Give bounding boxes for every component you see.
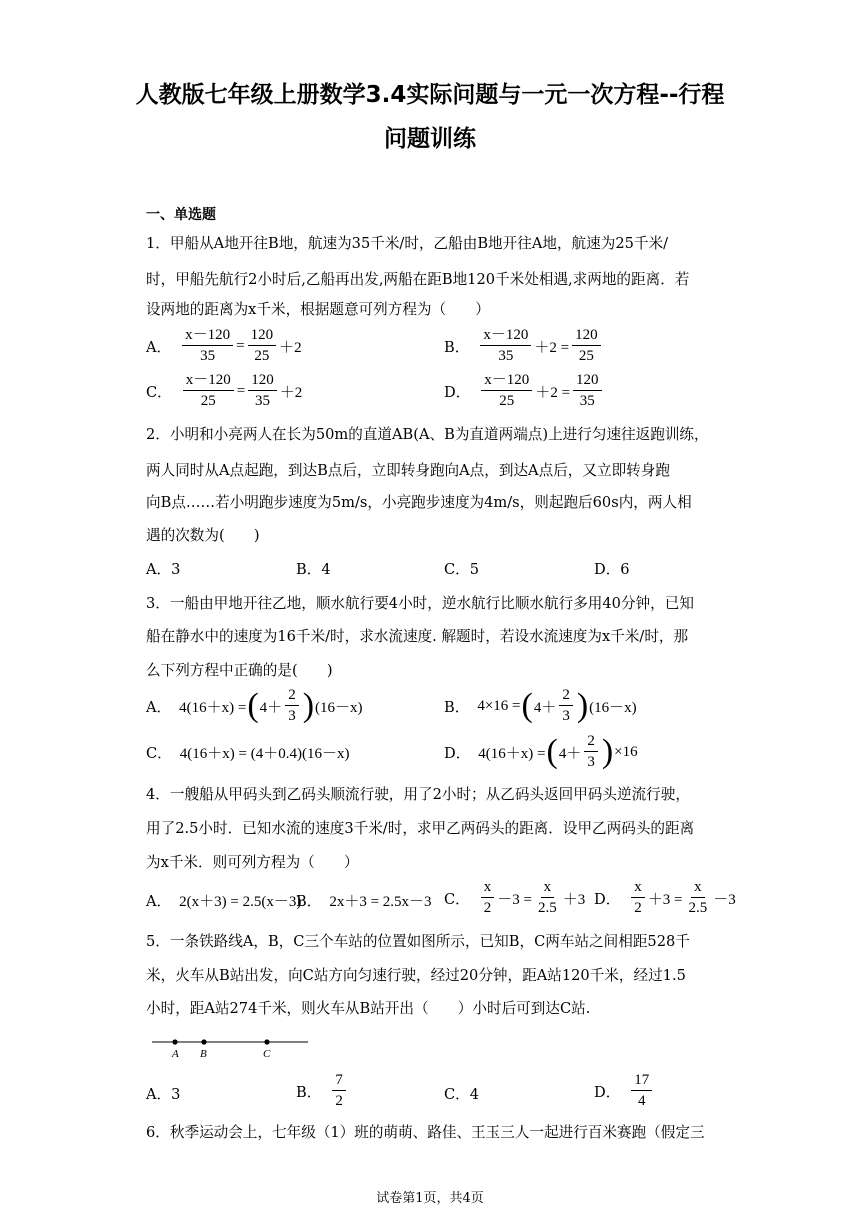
equation: 2x＋3 = 2.5x－3 [329,894,432,910]
numerator: 120 [572,328,601,346]
q4-option-c[interactable] [444,880,585,916]
tail: ＋2 [279,339,302,356]
numerator: 2 [584,734,598,752]
section-heading: 一、单选题 [146,207,216,223]
q1-line1: 1．甲船从A地开往B地，航速为35千米/时，乙船由B地开往A地，航速为25千米/ [146,235,669,252]
numerator: 2 [559,688,573,706]
rhs: ×16 [614,743,638,760]
numerator: 17 [631,1073,652,1091]
q2-line2: 两人同时从A点起跑，到达B点后，立即转身跑向A点，到达A点后，又立即转身跑 [146,462,670,479]
option-label: A． [146,893,172,910]
equals: = [236,337,245,354]
rhs: (16－x) [589,699,637,716]
station-a-label: A [172,1048,179,1060]
middle: ＋2 = [534,339,570,356]
rhs: (16－x) [315,699,363,716]
q5-option-a[interactable]: A．3 [146,1086,181,1103]
option-label: B． [444,338,470,356]
option-label: A． [146,698,172,716]
station-c-dot [264,1039,269,1044]
q6-line1: 6．秋季运动会上，七年级（1）班的萌萌、路佳、王玉三人一起进行百米赛跑（假定三 [146,1124,705,1141]
numerator: x－120 [481,373,532,391]
denominator: 4 [638,1093,646,1109]
q3-option-c[interactable] [146,742,349,763]
numerator: 7 [332,1073,346,1091]
q3-line2: 船在静水中的速度为16千米/时，求水流速度. 解题时，若设水流速度为x千米/时，那 [146,628,689,645]
denominator: 2 [335,1093,343,1109]
numerator: x [541,880,555,898]
equation: 4(16＋x) = (4＋0.4)(16－x) [179,746,350,762]
lhs: 4(16＋x) = [179,699,247,716]
option-label: B． [296,893,322,910]
denominator: 25 [200,393,216,409]
q3-line1: 3．一船由甲地开往乙地，顺水航行要4小时，逆水航行比顺水航行多用40分钟，已知 [146,595,694,612]
paren-close: ) [576,687,589,725]
station-b-dot [201,1039,206,1044]
station-a-dot [172,1039,177,1044]
option-label: C． [146,745,172,762]
q2-line1: 2．小明和小亮两人在长为50m的直道AB(A、B为直道两端点)上进行匀速往返跑训练， [146,426,709,443]
denominator: 35 [498,348,514,364]
option-label: C． [146,383,172,401]
q1-option-a[interactable] [146,328,302,364]
q5-line3: 小时，距A站274千米，则火车从B站开出（ ）小时后可到达C站. [146,1000,591,1017]
numerator: 2 [285,688,299,706]
q2-option-c[interactable]: C．5 [444,561,480,578]
equals: = [236,382,246,399]
option-label: B． [296,1083,322,1101]
paren-open: ( [247,687,259,725]
q1-option-b[interactable] [444,328,604,364]
option-label: D． [594,890,621,908]
numerator: 120 [248,373,277,391]
q1-option-c[interactable] [146,373,302,409]
q1-option-d[interactable] [444,373,605,409]
paren-close: ) [601,733,614,771]
numerator: x－120 [183,373,234,391]
q2-line3: 向B点……若小明跑步速度为5m/s，小亮跑步速度为4m/s，则起跑后60s内，两人相 [146,494,692,511]
q2-option-d[interactable]: D．6 [594,561,630,578]
q4-line2: 用了2.5小时．已知水流的速度3千米/时，求甲乙两码头的距离．设甲乙两码头的距离 [146,820,695,837]
numerator: x [481,880,495,898]
page-footer: 试卷第1页，共4页 [376,1191,484,1206]
q4-option-b[interactable] [296,890,432,911]
q5-line1: 5．一条铁路线A，B，C三个车站的位置如图所示，已知B，C两车站之间相距528千 [146,933,690,950]
numerator: x [691,880,705,898]
denominator: 25 [578,348,594,364]
q4-option-a[interactable] [146,890,301,911]
document-title-line2: 问题训练 [384,126,476,152]
denominator: 25 [499,393,515,409]
tail: ＋2 [279,384,303,401]
middle: －3 = [497,891,532,908]
option-label: A． [146,338,172,356]
q1-line3: 设两地的距离为x千米，根据题意可列方程为（ ） [146,301,490,318]
tail: ＋3 [562,891,586,908]
q3-line3: 么下列方程中正确的是( ) [146,662,333,679]
q2-option-b[interactable]: B．4 [296,561,331,578]
option-label: D． [444,744,471,762]
denominator: 25 [254,348,270,364]
q5-line2: 米，火车从B站出发，向C站方向匀速行驶，经过20分钟，距A站120千米，经过1.5 [146,967,686,984]
tail: －3 [713,891,736,908]
denominator: 3 [587,754,595,770]
numerator: 120 [248,328,277,346]
railway-line-figure [150,1032,310,1062]
option-label: B． [444,698,470,716]
q5-option-d[interactable] [594,1073,655,1109]
inner: 4＋ [558,745,582,762]
equation: 2(x＋3) = 2.5(x－3) [179,894,302,910]
lhs: 4×16 = [477,697,521,714]
denominator: 2 [483,900,492,916]
option-label: C． [444,890,470,908]
paren-open: ( [546,733,558,771]
numerator: x [631,880,645,898]
middle: ＋2 = [535,384,571,401]
option-label: D． [594,1083,621,1101]
middle: ＋3 = [647,891,683,908]
denominator: 3 [288,708,296,724]
denominator: 2.5 [537,900,557,916]
denominator: 35 [579,393,595,409]
denominator: 3 [562,708,570,724]
q3-option-b[interactable] [444,688,637,724]
paren-open: ( [521,687,533,725]
station-b-label: B [200,1048,207,1060]
inner: 4＋ [533,699,557,716]
station-c-label: C [263,1048,271,1060]
denominator: 2.5 [688,900,708,916]
q1-line2: 时，甲船先航行2小时后,乙船再出发,两船在距B地120千米处相遇,求两地的距离．若 [146,271,690,288]
q3-option-a[interactable] [146,688,363,724]
numerator: x－120 [480,328,531,346]
q4-option-d[interactable] [594,880,736,916]
option-label: D． [444,383,471,401]
q5-option-c[interactable]: C．4 [444,1086,480,1103]
denominator: 35 [255,393,270,409]
denominator: 35 [200,348,216,364]
q2-option-a[interactable]: A．3 [146,561,181,578]
inner: 4＋ [259,699,283,716]
numerator: x－120 [182,328,233,346]
lhs: 4(16＋x) = [478,745,546,762]
denominator: 2 [634,900,642,916]
q2-line4: 遇的次数为( ) [146,527,260,544]
q4-line1: 4．一艘船从甲码头到乙码头顺流行驶，用了2小时；从乙码头返回甲码头逆流行驶， [146,786,690,803]
document-title-line1: 人教版七年级上册数学3.4实际问题与一元一次方程--行程 [135,82,725,108]
q3-option-d[interactable] [444,734,638,770]
q5-option-b[interactable] [296,1073,349,1109]
q4-line3: 为x千米．则可列方程为（ ） [146,854,359,871]
numerator: 120 [573,373,602,391]
paren-close: ) [302,687,315,725]
